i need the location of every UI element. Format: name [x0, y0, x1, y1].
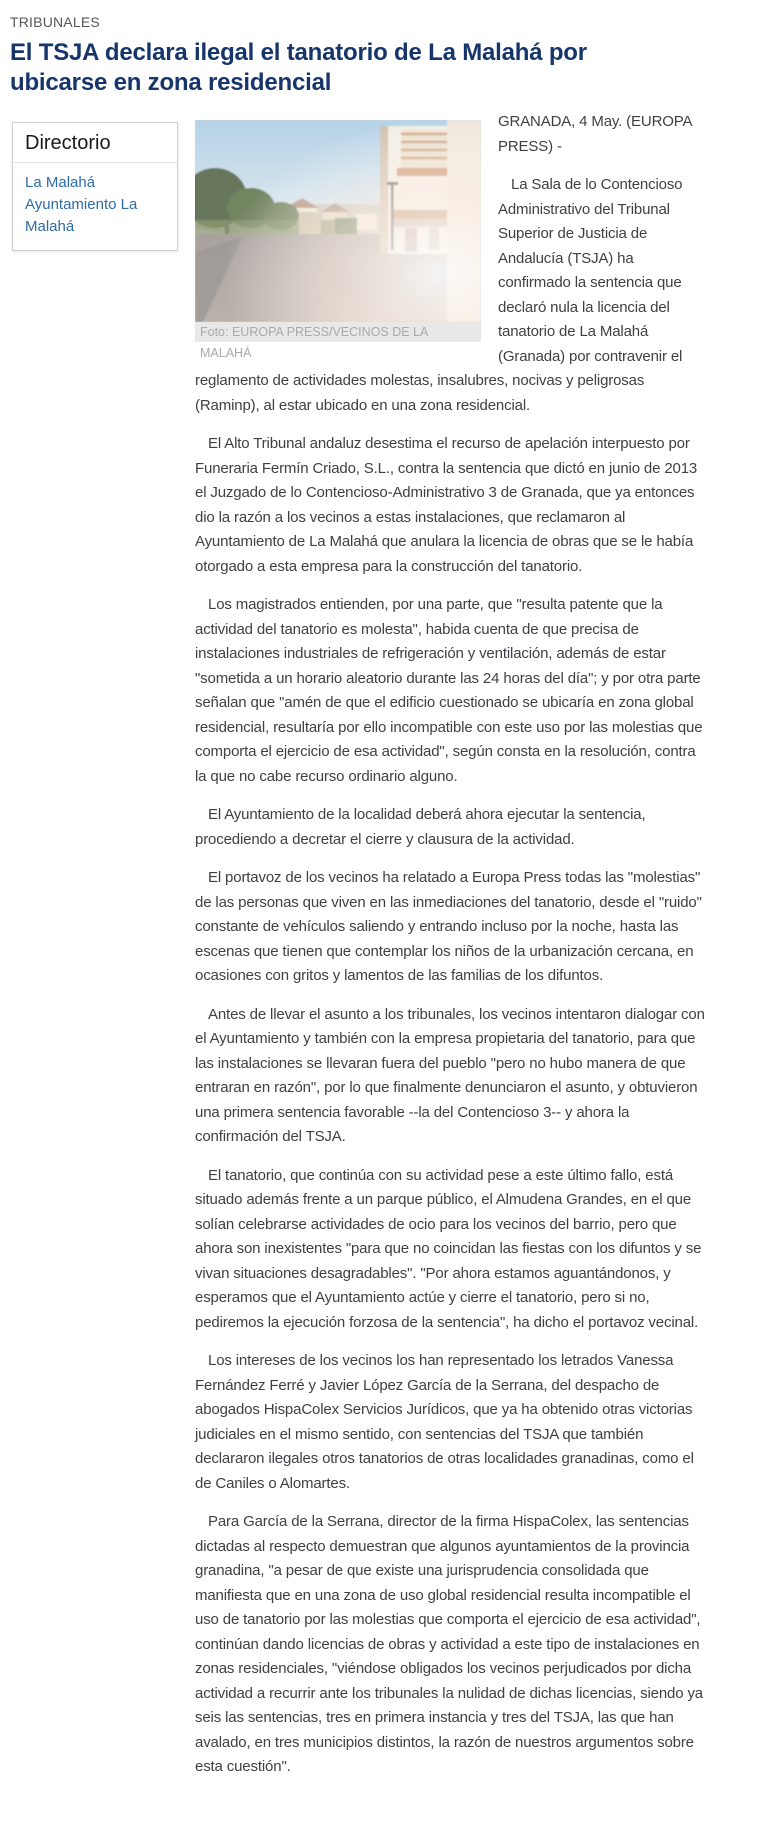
- directorio-box: [12, 122, 178, 251]
- street-photo: [195, 120, 481, 322]
- category-label: TRIBUNALES: [10, 14, 100, 30]
- street-photo-illustration: [195, 120, 481, 322]
- paragraph-7: Los intereses de los vecinos los han representado los letrados Vanessa Fernández Ferré y Javier López García de la Serrana, del despacho de abogados HispaColex Servicios Jurídicos, que ya ha obtenido otras victorias judiciales en el mismo sentido, con sentencias del TSJA que también declararon ilegales otros tanatorios de otras localidades granadinas, como el de Caniles o Alomartes.: [195, 1352, 694, 1492]
- article-top-section: [10, 110, 754, 418]
- directorio-link-la-malaha[interactable]: La Malahá: [25, 174, 96, 191]
- directorio-links: [13, 163, 177, 250]
- article-figure: [195, 120, 481, 361]
- directorio-title: Directorio: [13, 123, 177, 163]
- directorio-link-ayuntamiento-la-malaha[interactable]: Ayuntamiento La Malahá: [25, 196, 138, 235]
- paragraph-2: Los magistrados entienden, por una parte, que "resulta patente que la actividad del tanatorio es molesta", habida cuenta de que precisa de instalaciones industriales de refrigeración y ventilación, además de estar "sometida a un horario aleatorio durante las 24 horas del día"; y por otra parte señalan que "amén de que el edificio cuestionado se ubicaría en zona global residencial, resultaría por ello incompatible con este uso por las molestias que comporta el ejercicio de esa actividad", según consta en la resolución, contra la que no cabe recurso ordinario alguno.: [195, 596, 703, 785]
- paragraph-5: Antes de llevar el asunto a los tribunales, los vecinos intentaron dialogar con el Ayuntamiento y también con la empresa propietaria del tanatorio, para que las instalaciones se llevaran fuera del pueblo "pero no hubo manera de que entraran en razón", por lo que finalmente denunciaron el asunto, y obtuvieron una primera sentencia favorable --la del Contencioso 3-- y ahora la confirmación del TSJA.: [195, 1005, 705, 1145]
- paragraph-1: El Alto Tribunal andaluz desestima el recurso de apelación interpuesto por Funeraria Fermín Criado, S.L., contra la sentencia que dictó en junio de 2013 el Juzgado de lo Contencioso-Administrativo 3 de Granada, que ya entonces dio la razón a los vecinos a estas instalaciones, que reclamaron al Ayuntamiento de La Malahá que anulara la licencia de obras que se le había otorgado a esta empresa para la construcción del tanatorio.: [195, 435, 698, 575]
- paragraph-6: El tanatorio, que continúa con su actividad pese a este último fallo, está situado además frente a un parque público, el Almudena Grandes, en el que solían celebrarse actividades de ocio para los vecinos del barrio, pero que ahora son inexistentes "para que no coincidan las fiestas con los difuntos y se vivan situaciones desagradables". "Por ahora estamos aguantándonos, y esperamos que el Ayuntamiento actúe y cierre el tanatorio, pero si no, pediremos la ejecución forzosa de la sentencia", ha dicho el portavoz vecinal.: [195, 1166, 702, 1331]
- paragraph-4: El portavoz de los vecinos ha relatado a Europa Press todas las "molestias" de las personas que viven en las inmediaciones del tanatorio, desde el "ruido" constante de vehículos saliendo y entrando incluso por la noche, hasta las escenas que tienen que contemplar los niños de la urbanización cercana, en ocasiones con gritos y lamentos de las familias de los difuntos.: [195, 869, 702, 984]
- paragraph-8: Para García de la Serrana, director de la firma HispaColex, las sentencias dictadas al respecto demuestran que algunos ayuntamientos de la provincia granadina, "a pesar de que existe una jurisprudencia consolidada que manifiesta que en una zona de uso global residencial resulta incompatible el uso de tanatorio por las molestias que comporta el ejercicio de esa actividad", continúan dando licencias de obras y actividad a este tipo de instalaciones en zonas residenciales, "viéndose obligados los vecinos perjudicados por dicha actividad a recurrir ante los tribunales la nulidad de dichas licencias, siendo ya seis las sentencias, tres en primera instancia y tres del TSJA, las que han avalado, en tres municipios distintos, la razón de nuestros argumentos sobre esta cuestión".: [195, 1513, 703, 1775]
- photo-caption-line2: MALAHÁ: [200, 346, 252, 360]
- article-body: [10, 432, 754, 1780]
- lead-paragraph: La Sala de lo Contencioso Administrativo del Tribunal Superior de Justicia de Andalucía (TSJA) ha confirmado la sentencia que declaró nula la licencia del tanatorio de La Malahá (Granada) por contravenir el reglamento de actividades molestas, insalubres, nocivas y peligrosas (Raminp), al estar ubicado en una zona residencial.: [195, 176, 683, 414]
- article-headline: El TSJA declara ilegal el tanatorio de La Malahá por ubicarse en zona residencial: [10, 39, 587, 96]
- paragraph-3: El Ayuntamiento de la localidad deberá ahora ejecutar la sentencia, procediendo a decretar el cierre y clausura de la actividad.: [195, 806, 646, 848]
- photo-caption: [195, 322, 481, 361]
- dateline: GRANADA, 4 May. (EUROPA PRESS) -: [498, 113, 692, 155]
- photo-caption-line1: Foto: EUROPA PRESS/VECINOS DE LA: [195, 322, 481, 342]
